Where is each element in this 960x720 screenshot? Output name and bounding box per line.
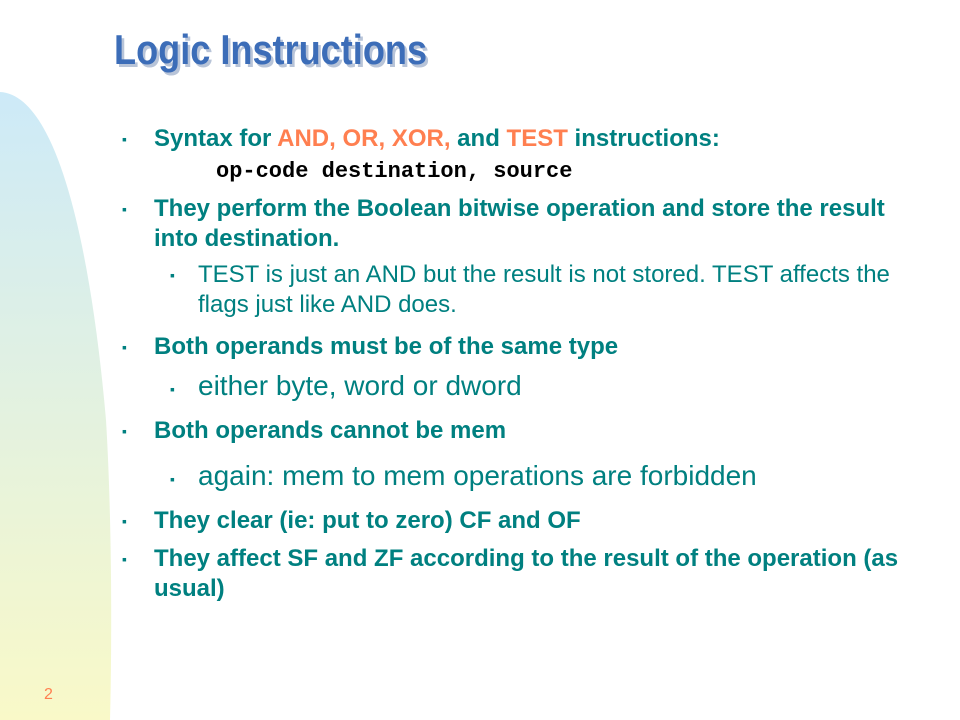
syntax-code-line: op-code destination, source	[216, 159, 573, 184]
bullet-marker-icon: ▪	[122, 201, 127, 217]
syntax-mid: and	[450, 125, 507, 152]
bullet-text: They perform the Boolean bitwise operation and store the result into destination.	[154, 195, 885, 252]
page-number: 2	[44, 686, 53, 703]
slide-title: Logic Instructions	[114, 26, 428, 73]
syntax-suffix: instructions:	[567, 125, 720, 152]
bullet-text: either byte, word or dword	[198, 370, 522, 401]
bullet-mem-detail	[120, 458, 920, 494]
bullet-marker-icon: ▪	[122, 131, 127, 147]
bullet-text: Both operands cannot be mem	[154, 417, 507, 444]
slide-body	[120, 124, 920, 604]
bullet-text: again: mem to mem operations are forbidden	[198, 460, 757, 491]
bullet-marker-icon: ▪	[122, 551, 127, 567]
bullet-marker-icon: ▪	[122, 423, 127, 439]
bullet-affect	[120, 544, 920, 604]
bullet-perform	[120, 194, 920, 254]
keyword-or: OR,	[342, 125, 392, 152]
bullet-text: They affect SF and ZF according to the result of the operation (as usual)	[154, 545, 899, 602]
bullet-text: TEST is just an AND but the result is not stored. TEST affects the flags just like AND does.	[198, 261, 890, 318]
bullet-type-detail	[120, 368, 920, 404]
keyword-test: TEST	[506, 125, 568, 152]
syntax-prefix: Syntax for	[154, 125, 278, 152]
bullet-marker-icon: ▪	[122, 339, 127, 355]
bullet-marker-icon: ▪	[170, 471, 175, 487]
bullet-marker-icon: ▪	[122, 513, 127, 529]
bullet-marker-icon: ▪	[170, 381, 175, 397]
bullet-text: They clear (ie: put to zero) CF and OF	[154, 507, 581, 534]
bullet-text: Both operands must be of the same type	[154, 333, 619, 360]
keyword-and: AND,	[277, 125, 343, 152]
bullet-test-note	[120, 260, 920, 320]
bullet-same-type	[120, 332, 920, 362]
bullet-no-mem	[120, 416, 920, 446]
bullet-clear	[120, 506, 920, 536]
bullet-syntax	[120, 124, 920, 154]
bullet-marker-icon: ▪	[170, 267, 175, 283]
keyword-xor: XOR,	[391, 125, 451, 152]
